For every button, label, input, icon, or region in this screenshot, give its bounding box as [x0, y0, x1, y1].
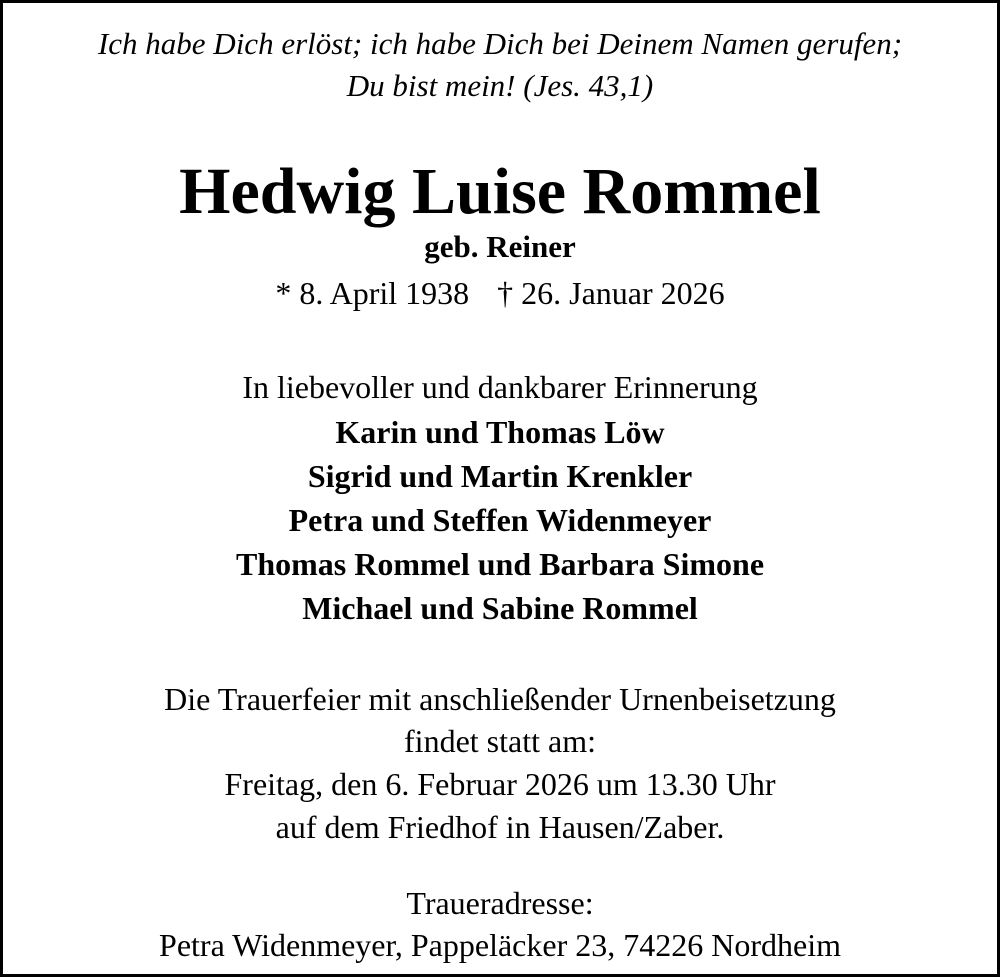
mourner-name: Michael und Sabine Rommel — [302, 590, 698, 626]
mourning-address: Petra Widenmeyer, Pappeläcker 23, 74226 Nordheim — [159, 927, 841, 963]
life-dates — [3, 273, 997, 313]
ceremony-location: auf dem Friedhof in Hausen/Zaber. — [275, 809, 725, 845]
death-date: † 26. Januar 2026 — [497, 275, 725, 311]
deceased-name: Hedwig Luise Rommel — [179, 155, 821, 228]
mourner-name: Petra und Steffen Widenmeyer — [288, 502, 712, 538]
bible-quote-line-2: Du bist mein! (Jes. 43,1) — [346, 68, 654, 103]
mourner-name: Sigrid und Martin Krenkler — [307, 458, 693, 494]
mourner-name: Thomas Rommel und Barbara Simone — [235, 546, 765, 582]
ceremony-line-2: findet statt am: — [404, 723, 596, 759]
birth-date: * 8. April 1938 — [275, 275, 470, 311]
bible-quote-line-1: Ich habe Dich erlöst; ich habe Dich bei Deinem Namen gerufen; — [97, 26, 903, 61]
address-label: Traueradresse: — [406, 885, 594, 921]
remembrance-intro: In liebevoller und dankbarer Erinnerung — [242, 369, 758, 405]
ceremony-datetime: Freitag, den 6. Februar 2026 um 13.30 Uhr — [224, 766, 776, 802]
maiden-name: geb. Reiner — [424, 229, 576, 264]
ceremony-line-1: Die Trauerfeier mit anschließender Urnenbeisetzung — [164, 681, 836, 717]
mourner-name: Karin und Thomas Löw — [335, 414, 665, 450]
